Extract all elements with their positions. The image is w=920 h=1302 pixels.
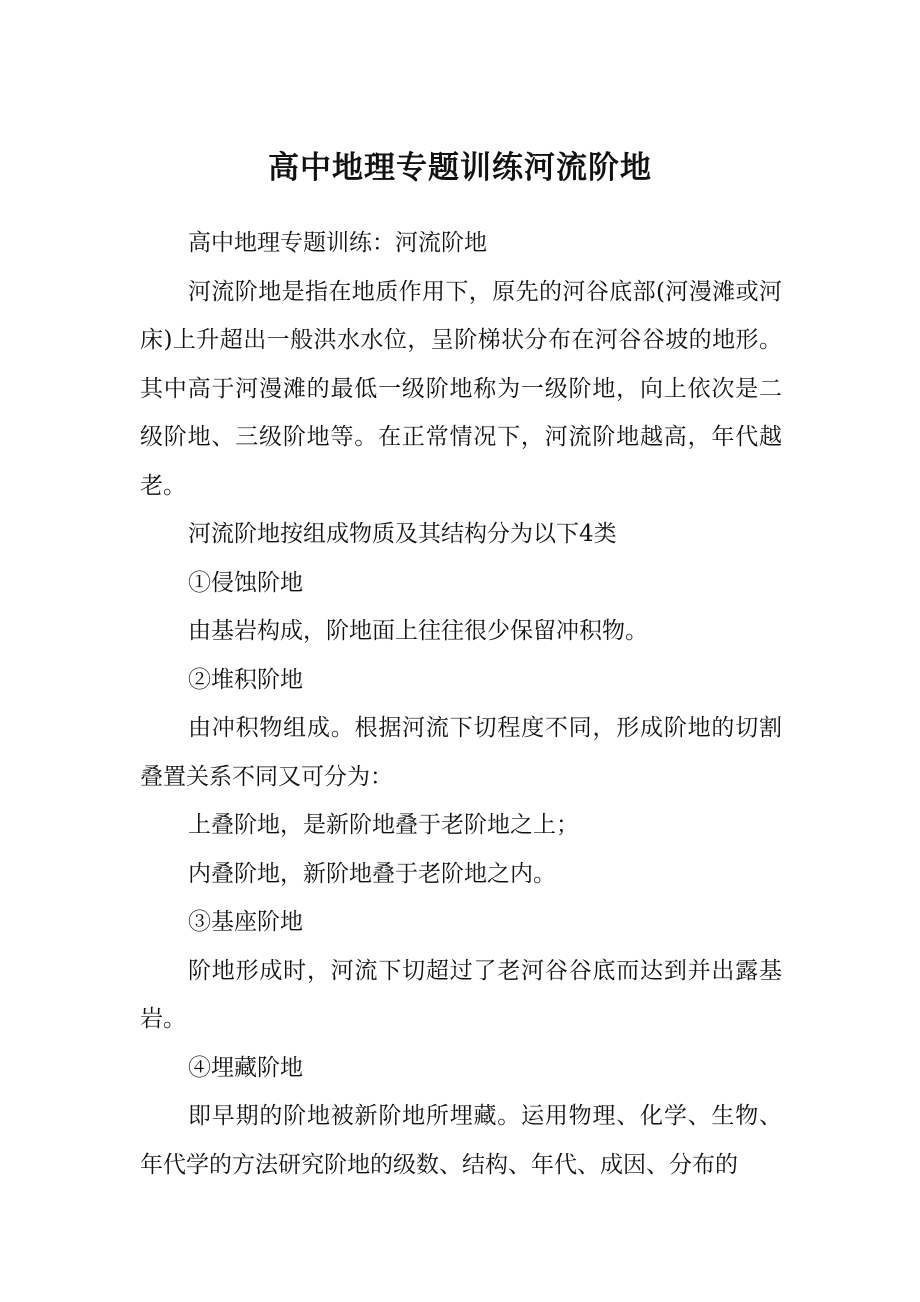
heading-buried-terrace: ④埋藏阶地 (188, 1054, 303, 1081)
paragraph-classification-intro: 河流阶地按组成物质及其结构分为以下4类 (188, 521, 617, 547)
document-title: 高中地理专题训练河流阶地 (268, 150, 652, 186)
paragraph-subtitle: 高中地理专题训练：河流阶地 (188, 230, 487, 256)
paragraph-definition: 河流阶地是指在地质作用下，原先的河谷底部(河漫滩或河床)上升超出一般洪水水位，呈阶梯状分布在河谷谷坡的地形。其中高于河漫滩的最低一级阶地称为一级阶地，向上依次是二级阶地、三级阶地等。在正常情况下，河流阶地越高，年代越老。 (140, 278, 782, 499)
paragraph-erosion-terrace: 由基岩构成，阶地面上往往很少保留冲积物。 (188, 618, 648, 644)
document-body (140, 219, 782, 1189)
paragraph-base-terrace: 阶地形成时，河流下切超过了老河谷谷底而达到并出露基岩。 (140, 957, 782, 1032)
heading-erosion-terrace: ①侵蚀阶地 (188, 569, 303, 596)
paragraph-inset-terrace: 内叠阶地，新阶地叠于老阶地之内。 (188, 860, 556, 887)
heading-accumulation-terrace: ②堆积阶地 (188, 666, 303, 693)
paragraph-accumulation-terrace: 由冲积物组成。根据河流下切程度不同，形成阶地的切割叠置关系不同又可分为： (140, 715, 782, 790)
heading-base-terrace: ③基座阶地 (188, 909, 303, 935)
paragraph-superimposed-terrace: 上叠阶地，是新阶地叠于老阶地之上； (188, 812, 579, 838)
paragraph-buried-terrace: 即早期的阶地被新阶地所埋藏。运用物理、化学、生物、年代学的方法研究阶地的级数、结构、年代、成因、分布的 (140, 1103, 782, 1178)
